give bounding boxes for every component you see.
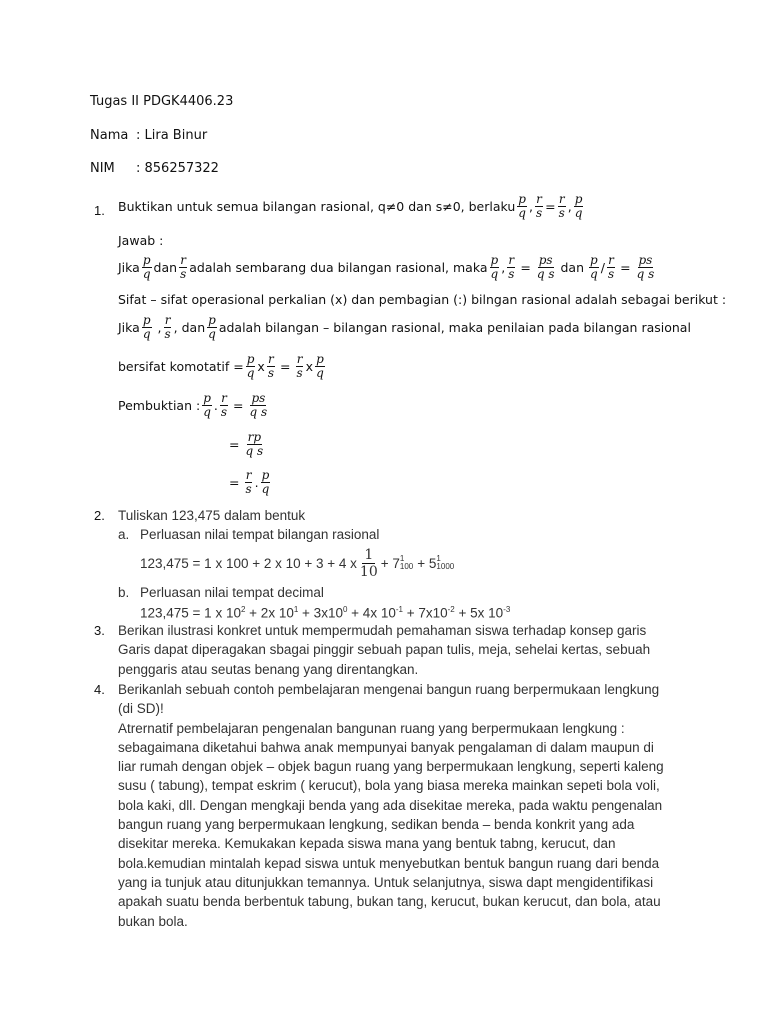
fraction: $\frac{r}{s}$: [296, 352, 303, 380]
fraction: $\frac{r}{s}$: [607, 253, 615, 281]
q2b-title: Perluasan nilai tempat decimal: [140, 585, 324, 600]
q4-line: disekitar mereka. Kemukakan kepada siswa mana yang bentuk tabng, kerucut, dan: [118, 836, 616, 852]
q3-paragraph: [118, 621, 678, 679]
name-row: [90, 128, 207, 143]
q2b-marker: b.: [118, 585, 130, 600]
fraction: $\frac{p}{q}$: [208, 313, 216, 341]
fraction: $\frac{p}{q}$: [261, 468, 270, 496]
fraction: $\frac{r}{s}$: [245, 468, 252, 496]
q4-line: bola kaki, dll. Dengan mengkaji benda yang ada disekitae mereka, pada waktu pengenalan: [118, 797, 663, 813]
q2a-marker: a.: [118, 527, 130, 542]
q3-line: Berikan ilustrasi konkret untuk mempermudah pemahaman siswa terhadap konsep garis: [118, 623, 647, 638]
fraction: $\frac{ps}{\text{q s}}$: [249, 391, 268, 419]
fraction: $\frac{p}{q}$: [142, 253, 151, 281]
q4-line: Berikanlah sebuah contoh pembelajaran mengenai bangun ruang berpermukaan lengkung: [118, 682, 660, 697]
fraction: $\frac{r}{s}$: [267, 352, 274, 380]
q2-title: Tuliskan 123,475 dalam bentuk: [118, 508, 306, 523]
fraction: $\frac{1}{10}$: [359, 546, 378, 580]
q1-question-text: Buktikan untuk semua bilangan rasional, q≠0 dan s≠0, berlaku: [118, 199, 516, 214]
q1-jika-line-2: Jika $\frac{p}{q}$ , $\frac{r}{s}$ , dan $\frac{p}{q}$ adalah bilangan – bilangan rasional, maka penilaian pada bilangan rasional: [118, 313, 691, 341]
q1-pembuktian: Pembuktian : $\frac{p}{q}$ . $\frac{r}{s}$ = $\frac{ps}{\text{q s}}$: [118, 391, 268, 419]
q1-jawab: Jawab :: [118, 233, 164, 248]
nim-label: NIM: [90, 161, 115, 176]
fraction: $\frac{r}{s}$: [180, 253, 187, 281]
q1-proof-step-3: = $\frac{r}{s}$ . $\frac{p}{q}$: [229, 468, 270, 496]
q4-paragraph: [118, 680, 678, 931]
q4-line: bola.kemudian mintalah kepad siswa untuk menyebutkan bentuk bangun ruang dari benda: [118, 855, 660, 871]
q3-line: Garis dapat diperagakan sbagai pinggir sebuah papan tulis, meja, sehelai kertas, sebuah: [118, 642, 651, 658]
q2-marker: 2.: [94, 508, 105, 523]
fraction: $\frac{p}{q}$: [246, 352, 255, 380]
fraction: $\frac{r}{s}$: [535, 192, 543, 220]
q4-line: Atrernatif pembelajaran pengenalan bangunan ruang yang berpermukaan lengkung :: [118, 720, 625, 736]
q4-line: liar rumah dengan objek – objek bagun ruang yang berpermukaan lengkung, seperti kaleng: [118, 759, 664, 775]
fraction: $\frac{r}{s}$: [164, 313, 171, 341]
fraction: $\frac{rp}{\text{q s}}$: [245, 430, 264, 458]
fraction: $\frac{ps}{\text{q s}}$: [536, 253, 555, 281]
fraction: $\frac{r}{s}$: [558, 192, 565, 220]
q1-komotatif: bersifat komotatif = $\frac{p}{q}$ x $\frac{r}{s}$ = $\frac{r}{s}$ x $\frac{p}{q}$: [118, 352, 324, 380]
fraction: $\frac{r}{s}$: [220, 391, 228, 419]
fraction: $\frac{ps}{\text{q s}}$: [636, 253, 655, 281]
fraction: $\frac{r}{s}$: [508, 253, 515, 281]
nim-row: [90, 161, 219, 176]
q2a-expression: 123,475 = 1 x 100 + 2 x 10 + 3 + 4 x $\frac{1}{10}$ + 7 1 100 + 5 1 1000: [140, 546, 455, 580]
fraction: $\frac{p}{q}$: [490, 253, 499, 281]
fraction: $\frac{p}{q}$: [203, 391, 211, 419]
q1-proof-step-2: = $\frac{rp}{\text{q s}}$: [229, 430, 264, 458]
q4-line: susu ( tabung), tempat eskrim ( kerucut), bola yang biasa mereka mainkan sepeti bola voli,: [118, 778, 660, 794]
q1-jika-line-1: Jika $\frac{p}{q}$ dan $\frac{r}{s}$ adalah sembarang dua bilangan rasional, maka $\frac{p}{q}$ , $\frac{r}{s}$ = $\frac{ps}{\text{q s}}$ dan $\frac{p}{q}$ / $\frac{r}{s}$ = $\frac{ps}{\text{q s}}$: [118, 253, 655, 281]
nim-value: : 856257322: [136, 161, 219, 176]
document-title: Tugas II PDGK4406.23: [90, 94, 234, 109]
q3-line: penggaris atau seutas benang yang direntangkan.: [118, 661, 419, 677]
q2b-expression: 123,475 = 1 x $10^2 + 2x$ $10^1 + 3x10^0 + 4x$ $10^{-1} + 7x10^{-2} + 5x$ $10^{-3}$: [140, 605, 511, 621]
q1-marker: 1.: [94, 203, 105, 218]
q4-line: bangun ruang yang berpermukaan lengkung, sedikan benda – benda konkrit yang ada: [118, 817, 635, 833]
fraction: $\frac{p}{q}$: [316, 352, 324, 380]
q1-sifat: Sifat – sifat operasional perkalian (x) dan pembagian (:) bilngan rasional adalah sebagai berikut :: [118, 292, 727, 307]
q4-line: apakah suatu benda berbentuk tabung, bukan tang, kerucut, bukan kerucut, dan bola, atau: [118, 894, 661, 910]
q4-line: sebagaimana diketahui bahwa anak mempunyai banyak pengalaman di dalam maupun di: [118, 739, 654, 755]
q4-line: bukan bola.: [118, 913, 188, 929]
fraction: $\frac{p}{q}$: [574, 192, 583, 220]
q1-question: Buktikan untuk semua bilangan rasional, q≠0 dan s≠0, berlaku $\frac{p}{q}$ , $\frac{r}{s}$ = $\frac{r}{s}$ , $\frac{p}{q}$: [118, 192, 583, 220]
fraction: $\frac{p}{q}$: [518, 192, 526, 220]
q4-line: yang ia tunjuk atau ditunjukkan temannya. Untuk selanjutnya, siswa dapt mengidentifikasi: [118, 874, 654, 890]
name-value: : Lira Binur: [136, 128, 208, 143]
fraction: $\frac{p}{q}$: [590, 253, 598, 281]
name-label: Nama: [90, 128, 129, 143]
q3-marker: 3.: [94, 623, 105, 638]
q4-line: (di SD)!: [118, 701, 164, 717]
fraction: $\frac{p}{q}$: [142, 313, 151, 341]
q2a-title: Perluasan nilai tempat bilangan rasional: [140, 527, 380, 542]
q4-marker: 4.: [94, 682, 105, 697]
